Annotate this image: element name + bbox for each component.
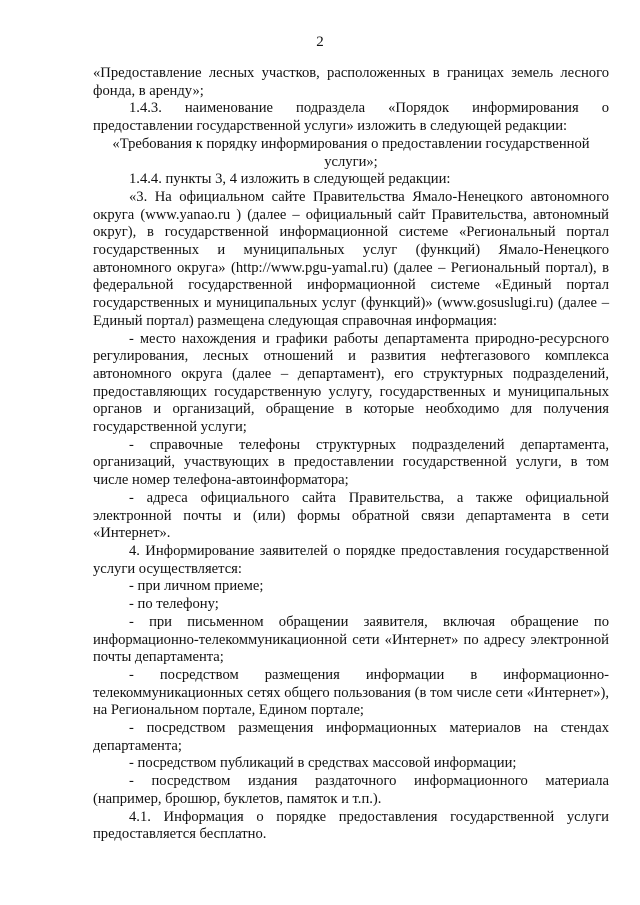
paragraph-13: - посредством размещения информации в информационно-телекоммуникационных сетях общего пользования (в том числе сети «Интернет»), на Региональном портале, Едином портале; — [93, 666, 609, 719]
paragraph-15: - посредством публикаций в средствах массовой информации; — [129, 755, 517, 772]
paragraph-5: «3. На официальном сайте Правительства Ямало-Ненецкого автономного округа (www.yanao.ru ) (далее – официальный сайт Правительства, автономный округ), в государственной информационной системе «Региональный портал государственных и муниципальных услуг (функций) Ямало-Ненецкого автономного округа» (http://www.pgu-yamal.ru) (далее – Региональный портал), в федеральной государственной информационной системе «Единый портал государственных и муниципальных услуг (функций)» (www.gosuslugi.ru) (далее – Единый портал) размещена следующая справочная информация: — [93, 188, 609, 329]
paragraph-7: - справочные телефоны структурных подразделений департамента, организаций, участвующих в предоставлении государственной услуги, в том числе номер телефона-автоинформатора; — [93, 436, 609, 489]
paragraph-3: «Требования к порядку информирования о предоставлении государственной услуги»; — [112, 135, 590, 170]
paragraph-17: 4.1. Информация о порядке предоставления государственной услуги предоставляется бесплатно. — [93, 808, 609, 843]
paragraph-16: - посредством издания раздаточного информационного материала (например, брошюр, буклетов, памяток и т.п.). — [93, 773, 609, 807]
paragraph-10: - при личном приеме; — [129, 578, 264, 595]
page-number: 2 — [316, 34, 324, 50]
paragraph-9: 4. Информирование заявителей о порядке предоставления государственной услуги осуществляется: — [93, 542, 609, 577]
paragraph-14: - посредством размещения информационных материалов на стендах департамента; — [93, 720, 609, 754]
paragraph-11: - по телефону; — [129, 596, 219, 613]
paragraph-4: 1.4.4. пункты 3, 4 изложить в следующей редакции: — [129, 171, 451, 188]
paragraph-1: «Предоставление лесных участков, расположенных в границах земель лесного фонда, в аренду»; — [93, 65, 609, 99]
paragraph-8: - адреса официального сайта Правительства, а также официальной электронной почты и (или) формы обратной связи департамента в сети «Интернет». — [93, 489, 609, 542]
paragraph-2: 1.4.3. наименование подраздела «Порядок информирования о предоставлении государственной услуги» изложить в следующей редакции: — [93, 100, 609, 135]
paragraph-12: - при письменном обращении заявителя, включая обращение по информационно-телекоммуникационной сети «Интернет» по адресу электронной почты департамента; — [93, 613, 609, 666]
paragraph-6: - место нахождения и графики работы департамента природно-ресурсного регулирования, лесных отношений и развития нефтегазового комплекса автономного округа (далее – департамент), его структурных подразделений, предоставляющих государственную услугу, государственных и муниципальных органов и организаций, обращение в которые необходимо для получения государственной услуги; — [93, 330, 609, 436]
document-body — [93, 65, 609, 844]
